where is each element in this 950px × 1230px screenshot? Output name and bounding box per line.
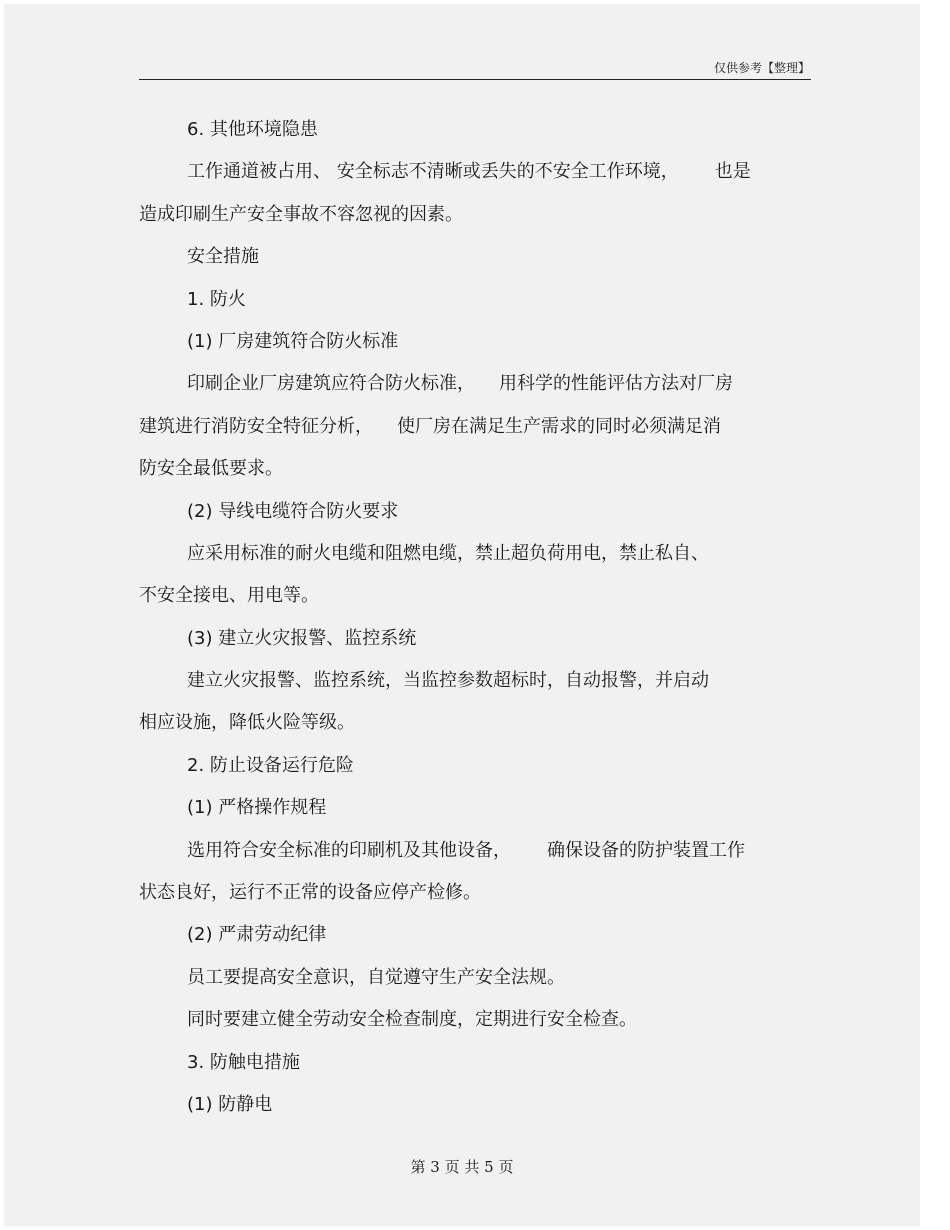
- text-segment: 用科学的性能评估方法对厂房: [499, 373, 733, 395]
- subsection-heading: (3) 建立火灾报警、监控系统: [187, 627, 417, 649]
- paragraph-line: [139, 363, 811, 405]
- subsection-heading: (1) 防静电: [187, 1093, 273, 1115]
- paragraph-line: 建立火灾报警、监控系统，当监控参数超标时，自动报警，并启动: [187, 670, 709, 692]
- subsection-heading: (2) 导线电缆符合防火要求: [187, 500, 399, 522]
- header-label: 仅供参考【整理】: [713, 61, 810, 75]
- section-heading: 安全措施: [187, 246, 259, 268]
- text-segment: 工作通道被占用、 安全标志不清晰或丢失的不安全工作环境，: [187, 161, 679, 183]
- page-number-footer: 第 3 页 共 5 页: [410, 1158, 514, 1176]
- paragraph-line: 造成印刷生产安全事故不容忽视的因素。: [139, 203, 463, 225]
- paragraph-line: 应采用标准的耐火电缆和阻燃电缆，禁止超负荷用电，禁止私自、: [187, 542, 709, 564]
- paragraph-line: 不安全接电、用电等。: [139, 585, 319, 607]
- paragraph-line: 状态良好，运行不正常的设备应停产检修。: [139, 882, 481, 904]
- subsection-heading: (1) 严格操作规程: [187, 797, 327, 819]
- paragraph-line: [139, 151, 811, 193]
- document-page: [4, 4, 920, 1226]
- text-segment: 选用符合安全标准的印刷机及其他设备，: [187, 839, 511, 861]
- text-segment: 也是: [714, 161, 751, 183]
- document-body: [139, 109, 811, 1126]
- text-segment: 建筑进行消防安全特征分析，: [139, 415, 373, 437]
- section-heading: 2. 防止设备运行危险: [187, 754, 354, 776]
- section-heading: 1. 防火: [187, 288, 246, 310]
- subsection-heading: (1) 厂房建筑符合防火标准: [187, 330, 399, 352]
- paragraph-line: 员工要提高安全意识，自觉遵守生产安全法规。: [187, 966, 565, 988]
- text-segment: 使厂房在满足生产需求的同时必须满足消: [397, 415, 721, 437]
- header-divider: [139, 79, 811, 80]
- subsection-heading: (2) 严肃劳动纪律: [187, 924, 327, 946]
- text-segment: 印刷企业厂房建筑应符合防火标准，: [187, 373, 475, 395]
- text-segment: 确保设备的防护装置工作: [547, 839, 745, 861]
- paragraph-line: [139, 830, 811, 872]
- section-heading: 6. 其他环境隐患: [187, 119, 318, 140]
- paragraph-line: 防安全最低要求。: [139, 458, 283, 480]
- paragraph-line: [139, 406, 811, 448]
- section-heading: 3. 防触电措施: [187, 1051, 300, 1073]
- paragraph-line: 相应设施，降低火险等级。: [139, 712, 355, 734]
- paragraph-line: 同时要建立健全劳动安全检查制度，定期进行安全检查。: [187, 1009, 637, 1031]
